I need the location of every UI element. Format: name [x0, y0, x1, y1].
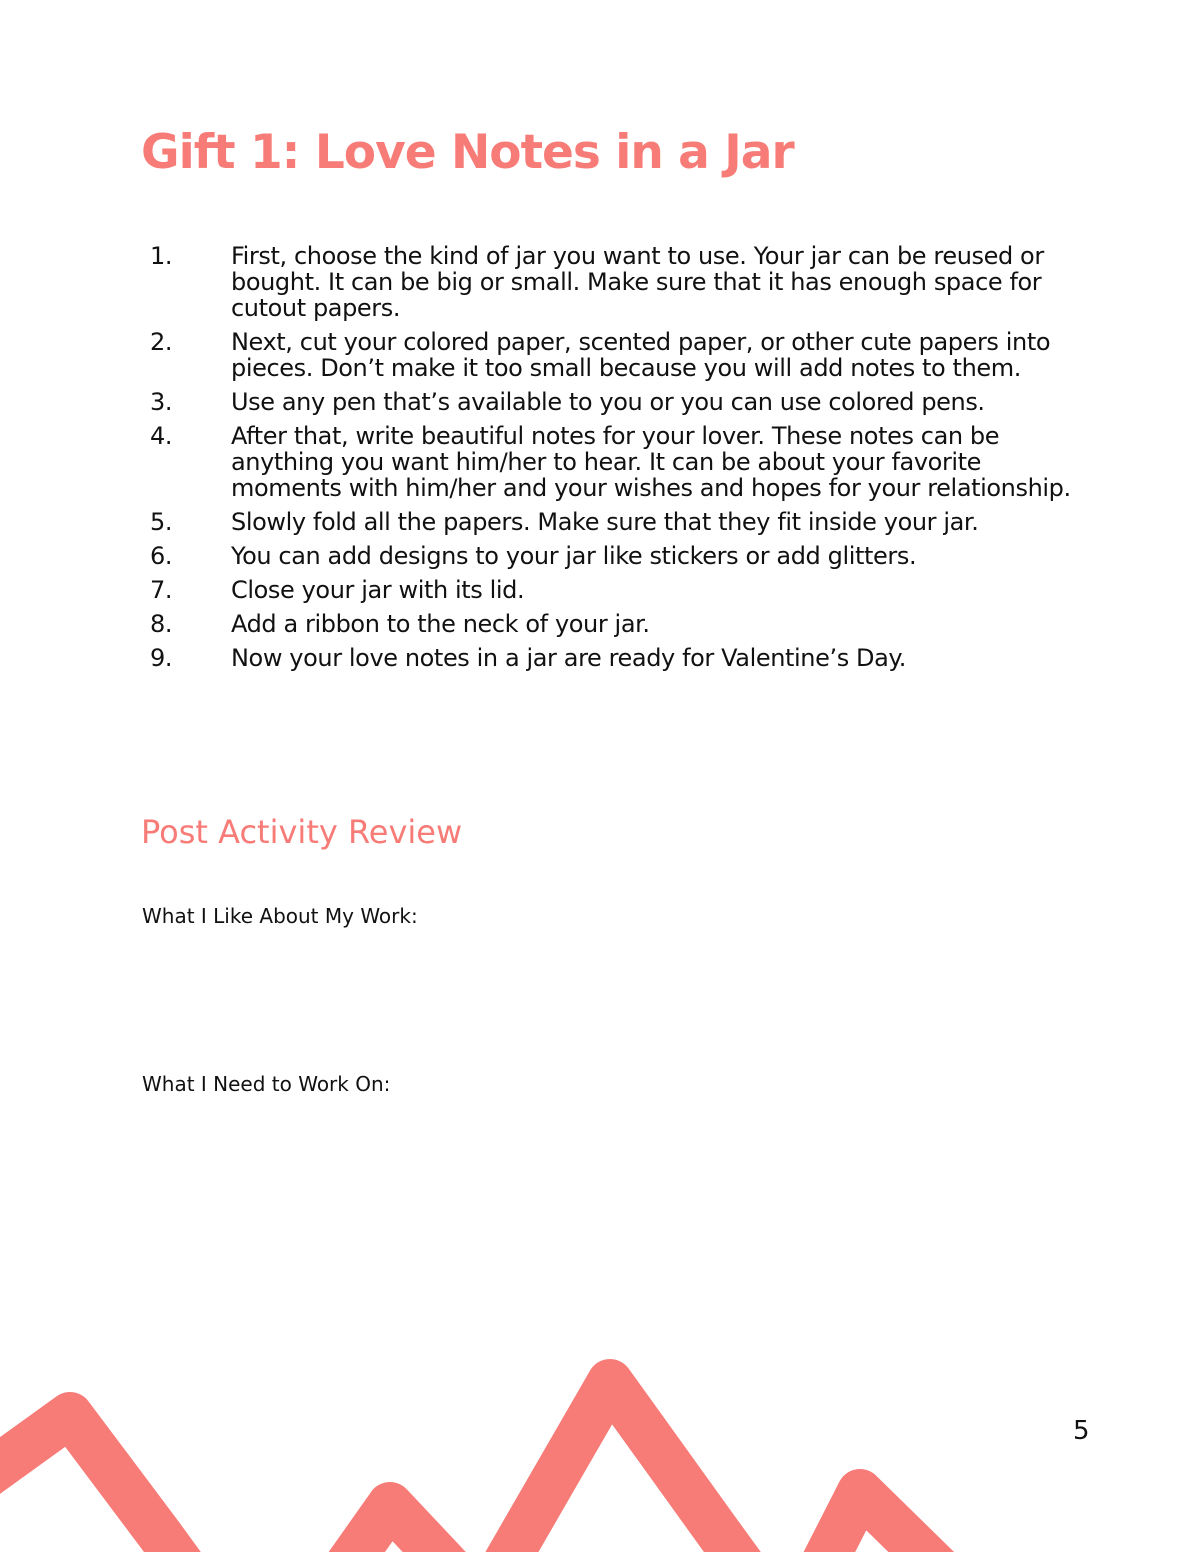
- step-number: 7.: [150, 576, 173, 604]
- need-to-work-on-label: What I Need to Work On:: [142, 1072, 391, 1096]
- step-text: Use any pen that’s available to you or you can use colored pens.: [231, 388, 985, 416]
- step-number: 9.: [150, 644, 173, 672]
- step-text: Add a ribbon to the neck of your jar.: [231, 610, 650, 638]
- step-number: 6.: [150, 542, 173, 570]
- step-number: 5.: [150, 508, 173, 536]
- step-number: 4.: [150, 422, 173, 450]
- zigzag-stroke-right: [810, 1492, 960, 1552]
- step-text: You can add designs to your jar like stickers or add glitters.: [231, 542, 917, 570]
- page-title: Gift 1: Love Notes in a Jar: [141, 125, 794, 180]
- step-number: 8.: [150, 610, 173, 638]
- step-number: 2.: [150, 328, 173, 356]
- step-number: 3.: [150, 388, 173, 416]
- post-activity-review-heading: Post Activity Review: [141, 813, 463, 851]
- step-text: Now your love notes in a jar are ready for Valentine’s Day.: [231, 644, 907, 672]
- zigzag-stroke-left: [0, 1415, 200, 1552]
- zigzag-stroke-middle-left: [330, 1505, 470, 1552]
- step-text: Close your jar with its lid.: [231, 576, 525, 604]
- step-text: Slowly fold all the papers. Make sure that they fit inside your jar.: [231, 508, 979, 536]
- step-text: Next, cut your colored paper, scented paper, or other cute papers into pieces. Don’t make it too small because you will add notes to them.: [231, 328, 1051, 382]
- step-text: First, choose the kind of jar you want to use. Your jar can be reused or bought. It can be big or small. Make sure that it has enough space for cutout papers.: [231, 242, 1044, 322]
- zigzag-stroke-middle: [490, 1382, 760, 1552]
- like-about-work-label: What I Like About My Work:: [142, 904, 418, 928]
- page-number: 5: [1073, 1416, 1090, 1446]
- step-text: After that, write beautiful notes for your lover. These notes can be anything you want him/her to hear. It can be about your favorite moments with him/her and your wishes and hopes for your relationship.: [231, 422, 1071, 502]
- step-number: 1.: [150, 242, 173, 270]
